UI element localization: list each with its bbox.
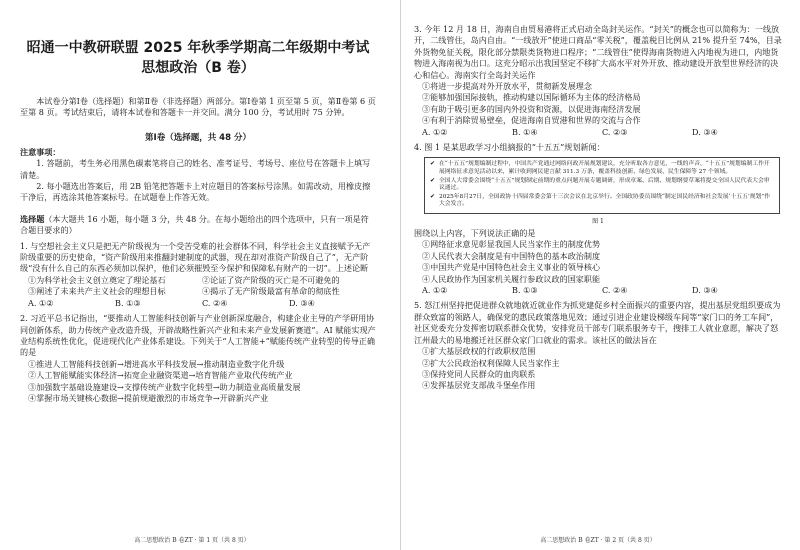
choice-intro [20, 214, 376, 237]
q4-answer-d: D. ③④ [692, 285, 718, 296]
q1-answers [20, 298, 376, 309]
q3-option-4: ④有利于消除贸易壁垒，促进海南自贸港和世界的交流与合作 [422, 115, 641, 126]
q1-option-4: ④揭示了无产阶级最富有革命的彻底性 [202, 286, 340, 297]
page-divider [400, 0, 401, 550]
q4-answer-b: B. ①③ [512, 285, 538, 296]
q1-answer-a: A. ①② [28, 297, 54, 308]
page-1 [0, 0, 384, 550]
q3-answer-a: A. ①② [422, 126, 448, 137]
check-icon: ✔ [430, 161, 435, 168]
news-item-3 [430, 194, 774, 209]
q1-option-2: ②论证了资产阶级的灭亡是不可避免的 [202, 274, 340, 285]
section-title [20, 131, 376, 143]
footer-page-2: 高二思想政治 B 卷ZT · 第 2 页（共 8 页） [540, 537, 656, 544]
choice-label: 选择题 [20, 213, 45, 224]
exam-subtitle: 思想政治（B 卷） [141, 60, 255, 76]
check-icon: ✔ [430, 177, 435, 184]
q5-option-4: ④发挥基层党支部战斗堡垒作用 [422, 380, 536, 391]
q1-options-row1 [20, 275, 376, 286]
exam-title: 昭通一中教研联盟 2025 年秋季学期高二年级期中考试 [26, 40, 370, 56]
page-2 [406, 0, 790, 550]
q5-option-2: ②扩大公民政治权利保障人民当家作主 [422, 357, 560, 368]
q3-answer-c: C. ②③ [602, 126, 628, 137]
notes-title: 注意事项： [20, 146, 61, 157]
news-item-2 [430, 178, 774, 193]
q1-answer-d: D. ③④ [289, 297, 315, 308]
q1-options-row2 [20, 286, 376, 297]
q1-answer-c: C. ②④ [202, 297, 228, 308]
q4-option-4: ④人民政协作为国家机关履行参政议政的国家职能 [422, 273, 601, 284]
q5-stem: 5. 怒江州坚持把促进群众就地就近就业作为抓党建促乡村全面振兴的重要内容，提出基层党组织要成为群众致富的领路人，确保党的惠民政策落地见效；通过引进企业建设梯级车间等“家门口的务工车间”，社区党委充分发挥密切联系群众优势，安排党员干部专门联系服务专干，搜排工人就业意愿，解决了怒江州最大的易地搬迁社区群众家门口就业的需求。该社区的做法旨在 [414, 300, 781, 345]
q3-answer-b: B. ①④ [512, 126, 538, 137]
note-2: 2. 每小题选出答案后，用 2B 铅笔把答题卡上对应题目的答案标号涂黑。如需改动，用橡皮擦干净后，再选涂其他答案标号。在试题卷上作答无效。 [20, 181, 371, 203]
q5-option-3: ③保持党同人民群众的血肉联系 [422, 368, 536, 379]
note-1: 1. 答题前，考生务必用黑色碳素笔将自己的姓名、准考证号、考场号、座位号在答题卡上填写清楚。 [20, 158, 371, 180]
q3-option-2: ②能够加强国际接轨，推动构建以国际循环为主体的经济格局 [422, 92, 641, 103]
q4-answers [414, 285, 782, 296]
q4-answer-a: A. ①② [422, 285, 448, 296]
figure-caption: 图 1 [592, 218, 604, 226]
q4-option-3: ③中国共产党是中国特色社会主义事业的领导核心 [422, 262, 601, 273]
q1-option-3: ③阐述了未来共产主义社会的理想目标 [28, 286, 166, 297]
q5-option-1: ①扩大基层政权的行政职权范围 [422, 346, 536, 357]
q3-answers [414, 127, 782, 138]
news-item-1-text: 在“十五五”规划编制过程中，中国共产党通过网络问政开展规划建议，充分听取各方意见，一线的声音，“十五五”规划编制工作开展网络征求意见活动以来，累计收到网民建言献 311.3 万条，覆盖科技创新、绿色发展、民生保障等 27 个领域。 [439, 161, 770, 176]
news-item-1 [430, 161, 774, 176]
q4-stem: 4. 图 1 是某思政学习小组摘报的“十五五”规划新闻： [414, 142, 605, 153]
q4-lead: 围绕以上内容，下列说法正确的是 [414, 228, 536, 239]
q2-option-2: ②人工智能赋能实体经济→拓宽企业融资渠道→培育智能产业取代传统产业 [28, 370, 293, 381]
q3-option-3: ③有助于吸引更多的国内外投资和资源，以促进海南经济发展 [422, 103, 641, 114]
q3-stem: 3. 今年 12 月 18 日，海南自由贸易港将正式启动全岛封关运作。“封关”的概念也可以简称为：一线放开，二线管住，岛内自由。“一线放开”使进口商品“零关税”，覆盖税目比例从 21% 提升至 74%，目录外货物免征关税，限化部分禁限类货物进口程序；“二线管住”使得海南货物进入内地视为进口，内地货物进入海南视为出口。这充分昭示出我国坚定不移扩大高水平对外开放、推动建设开放型世界经济的决心和信心。海南实行全岛封关运作 [414, 24, 782, 80]
footer-page-1: 高二思想政治 B 卷ZT · 第 1 页（共 8 页） [134, 537, 250, 544]
news-figure [424, 157, 780, 214]
q2-option-3: ③加强数字基础设施建设→支撑传统产业数字化转型→助力制造业高质量发展 [28, 381, 301, 392]
news-item-3-text: 2025年8月27日，全国政协十四届常委会第十三次会议在北京举行。全国政协委员围绕“制定国民经济和社会发展‘十五五’规划”作大会发言。 [439, 193, 771, 208]
q4-option-1: ①网络征求意见彰显我国人民当家作主的制度优势 [422, 239, 601, 250]
q2-option-1: ①推进人工智能科技创新→增进高水平科技发展→推动制造业数字化升级 [28, 358, 285, 369]
check-icon: ✔ [430, 193, 435, 200]
q1-option-1: ①为科学社会主义创立奠定了理论基石 [28, 274, 166, 285]
q1-answer-b: B. ①③ [115, 297, 141, 308]
q2-stem: 2. 习近平总书记指出，“要推动人工智能科技创新与产业创新深度融合，构建企业主导的产学研用协同创新体系，助力传统产业改造升级，开辟战略性新兴产业和未来产业发展新赛道”。AI 赋能实现产业结构系统性优化，促进现代化产业体系建设。下列关于“人工智能+”赋能传统产业转型的传导正确的是 [20, 313, 376, 358]
q4-answer-c: C. ②④ [602, 285, 628, 296]
exam-intro: 本试卷分第Ⅰ卷（选择题）和第Ⅱ卷（非选择题）两部分。第Ⅰ卷第 1 页至第 5 页，第Ⅱ卷第 6 页至第 8 页。考试结束后，请将本试卷和答题卡一并交回。满分 100 分，考试用时 75 分钟。 [20, 96, 376, 118]
choice-text: （本大题共 16 小题，每小题 3 分，共 48 分。在每小题给出的四个选项中，只有一项是符合题目要求的） [20, 213, 369, 236]
q3-answer-d: D. ③④ [692, 126, 718, 137]
q3-option-1: ①将进一步提高对外开放水平，贯彻新发展理念 [422, 81, 592, 92]
news-item-2-text: 全国人大常委会围绕“十五五”规划制定前期的重点问题开展专题调研，形成章案、后期、规划纲要草案将提交全国人民代表大会审议通过。 [439, 177, 770, 192]
section-title-text: 第Ⅰ卷（选择题，共 48 分） [145, 132, 251, 143]
q4-option-2: ②人民代表大会制度是有中国特色的基本政治制度 [422, 250, 601, 261]
q2-option-4: ④掌握市场关键核心数据→提前规避激烈的市场竞争→开辟新兴产业 [28, 392, 269, 403]
q1-stem: 1. 与空想社会主义只是把无产阶级视为一个受苦受难的社会群体不同，科学社会主义直接赋予无产阶级重要的历史使命，“资产阶级用来推翻封建制度的武器，现在却对准资产阶级自己了”，无产阶级“没有什么自己的东西必须加以保护，他们必须摧毁至今保护和保障私有财产的一切”。上述论断 [20, 240, 371, 274]
